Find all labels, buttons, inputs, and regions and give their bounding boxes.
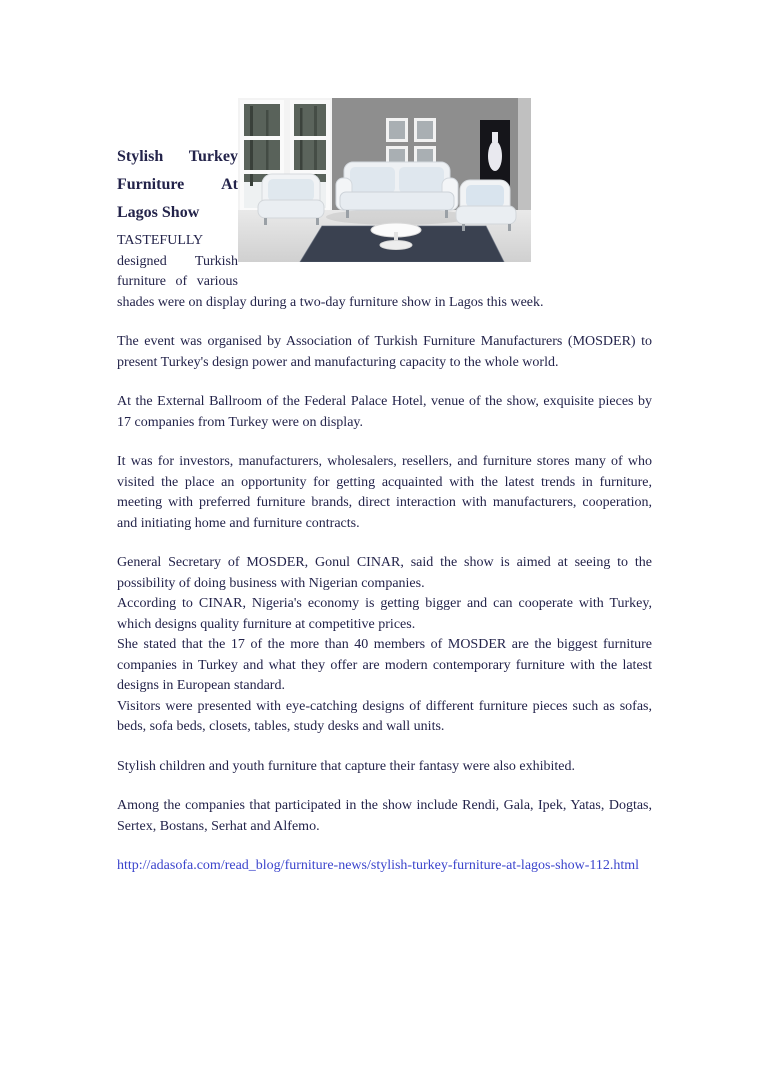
article-paragraph: At the External Ballroom of the Federal Palace Hotel, venue of the show, exquisite pieces by 17 companies from Turkey were on display. xyxy=(117,394,652,430)
article-body xyxy=(117,98,652,877)
left-armchair-icon xyxy=(258,174,324,225)
article-paragraph: It was for investors, manufacturers, wholesalers, resellers, and furniture stores many of who visited the place an opportunity for getting acquainted with the latest trends in furniture, meeting with preferred furniture brands, direct interaction with manufacturers, cooperation, and initiating home and furniture contracts. xyxy=(117,454,652,531)
living-room-furniture-photo xyxy=(238,98,531,262)
article-source-link[interactable]: http://adasofa.com/read_blog/furniture-news/stylish-turkey-furniture-at-lagos-show-112.html xyxy=(117,858,640,873)
article-paragraph: According to CINAR, Nigeria's economy is getting bigger and can cooperate with Turkey, which designs quality furniture at competitive prices. xyxy=(117,596,652,632)
article-paragraph: Visitors were presented with eye-catching designs of different furniture pieces such as sofas, beds, sofa beds, closets, tables, study desks and wall units. xyxy=(117,698,652,734)
article-paragraph: She stated that the 17 of the more than 40 members of MOSDER are the biggest furniture companies in Turkey and what they offer are modern contemporary furniture with the latest designs in European standard. xyxy=(117,637,652,693)
right-armchair-icon xyxy=(456,180,516,231)
article-title: Stylish Turkey Furniture At Lagos Show xyxy=(117,148,238,221)
article-paragraph: Among the companies that participated in the show include Rendi, Gala, Ipek, Yatas, Dogtas, Sertex, Bostans, Serhat and Alfemo. xyxy=(117,798,652,834)
sofa-icon xyxy=(336,162,458,218)
article-link-line xyxy=(117,856,652,877)
article-paragraph: Stylish children and youth furniture that capture their fantasy were also exhibited. xyxy=(117,758,575,774)
article-paragraph: General Secretary of MOSDER, Gonul CINAR, said the show is aimed at seeing to the possibility of doing business with Nigerian companies. xyxy=(117,555,652,591)
article-paragraph: TASTEFULLY designed Turkish furniture of various shades were on display during a two-day furniture show in Lagos this week. xyxy=(117,233,544,310)
article-paragraph: The event was organised by Association of Turkish Furniture Manufacturers (MOSDER) to present Turkey's design power and manufacturing capacity to the whole world. xyxy=(117,334,652,370)
